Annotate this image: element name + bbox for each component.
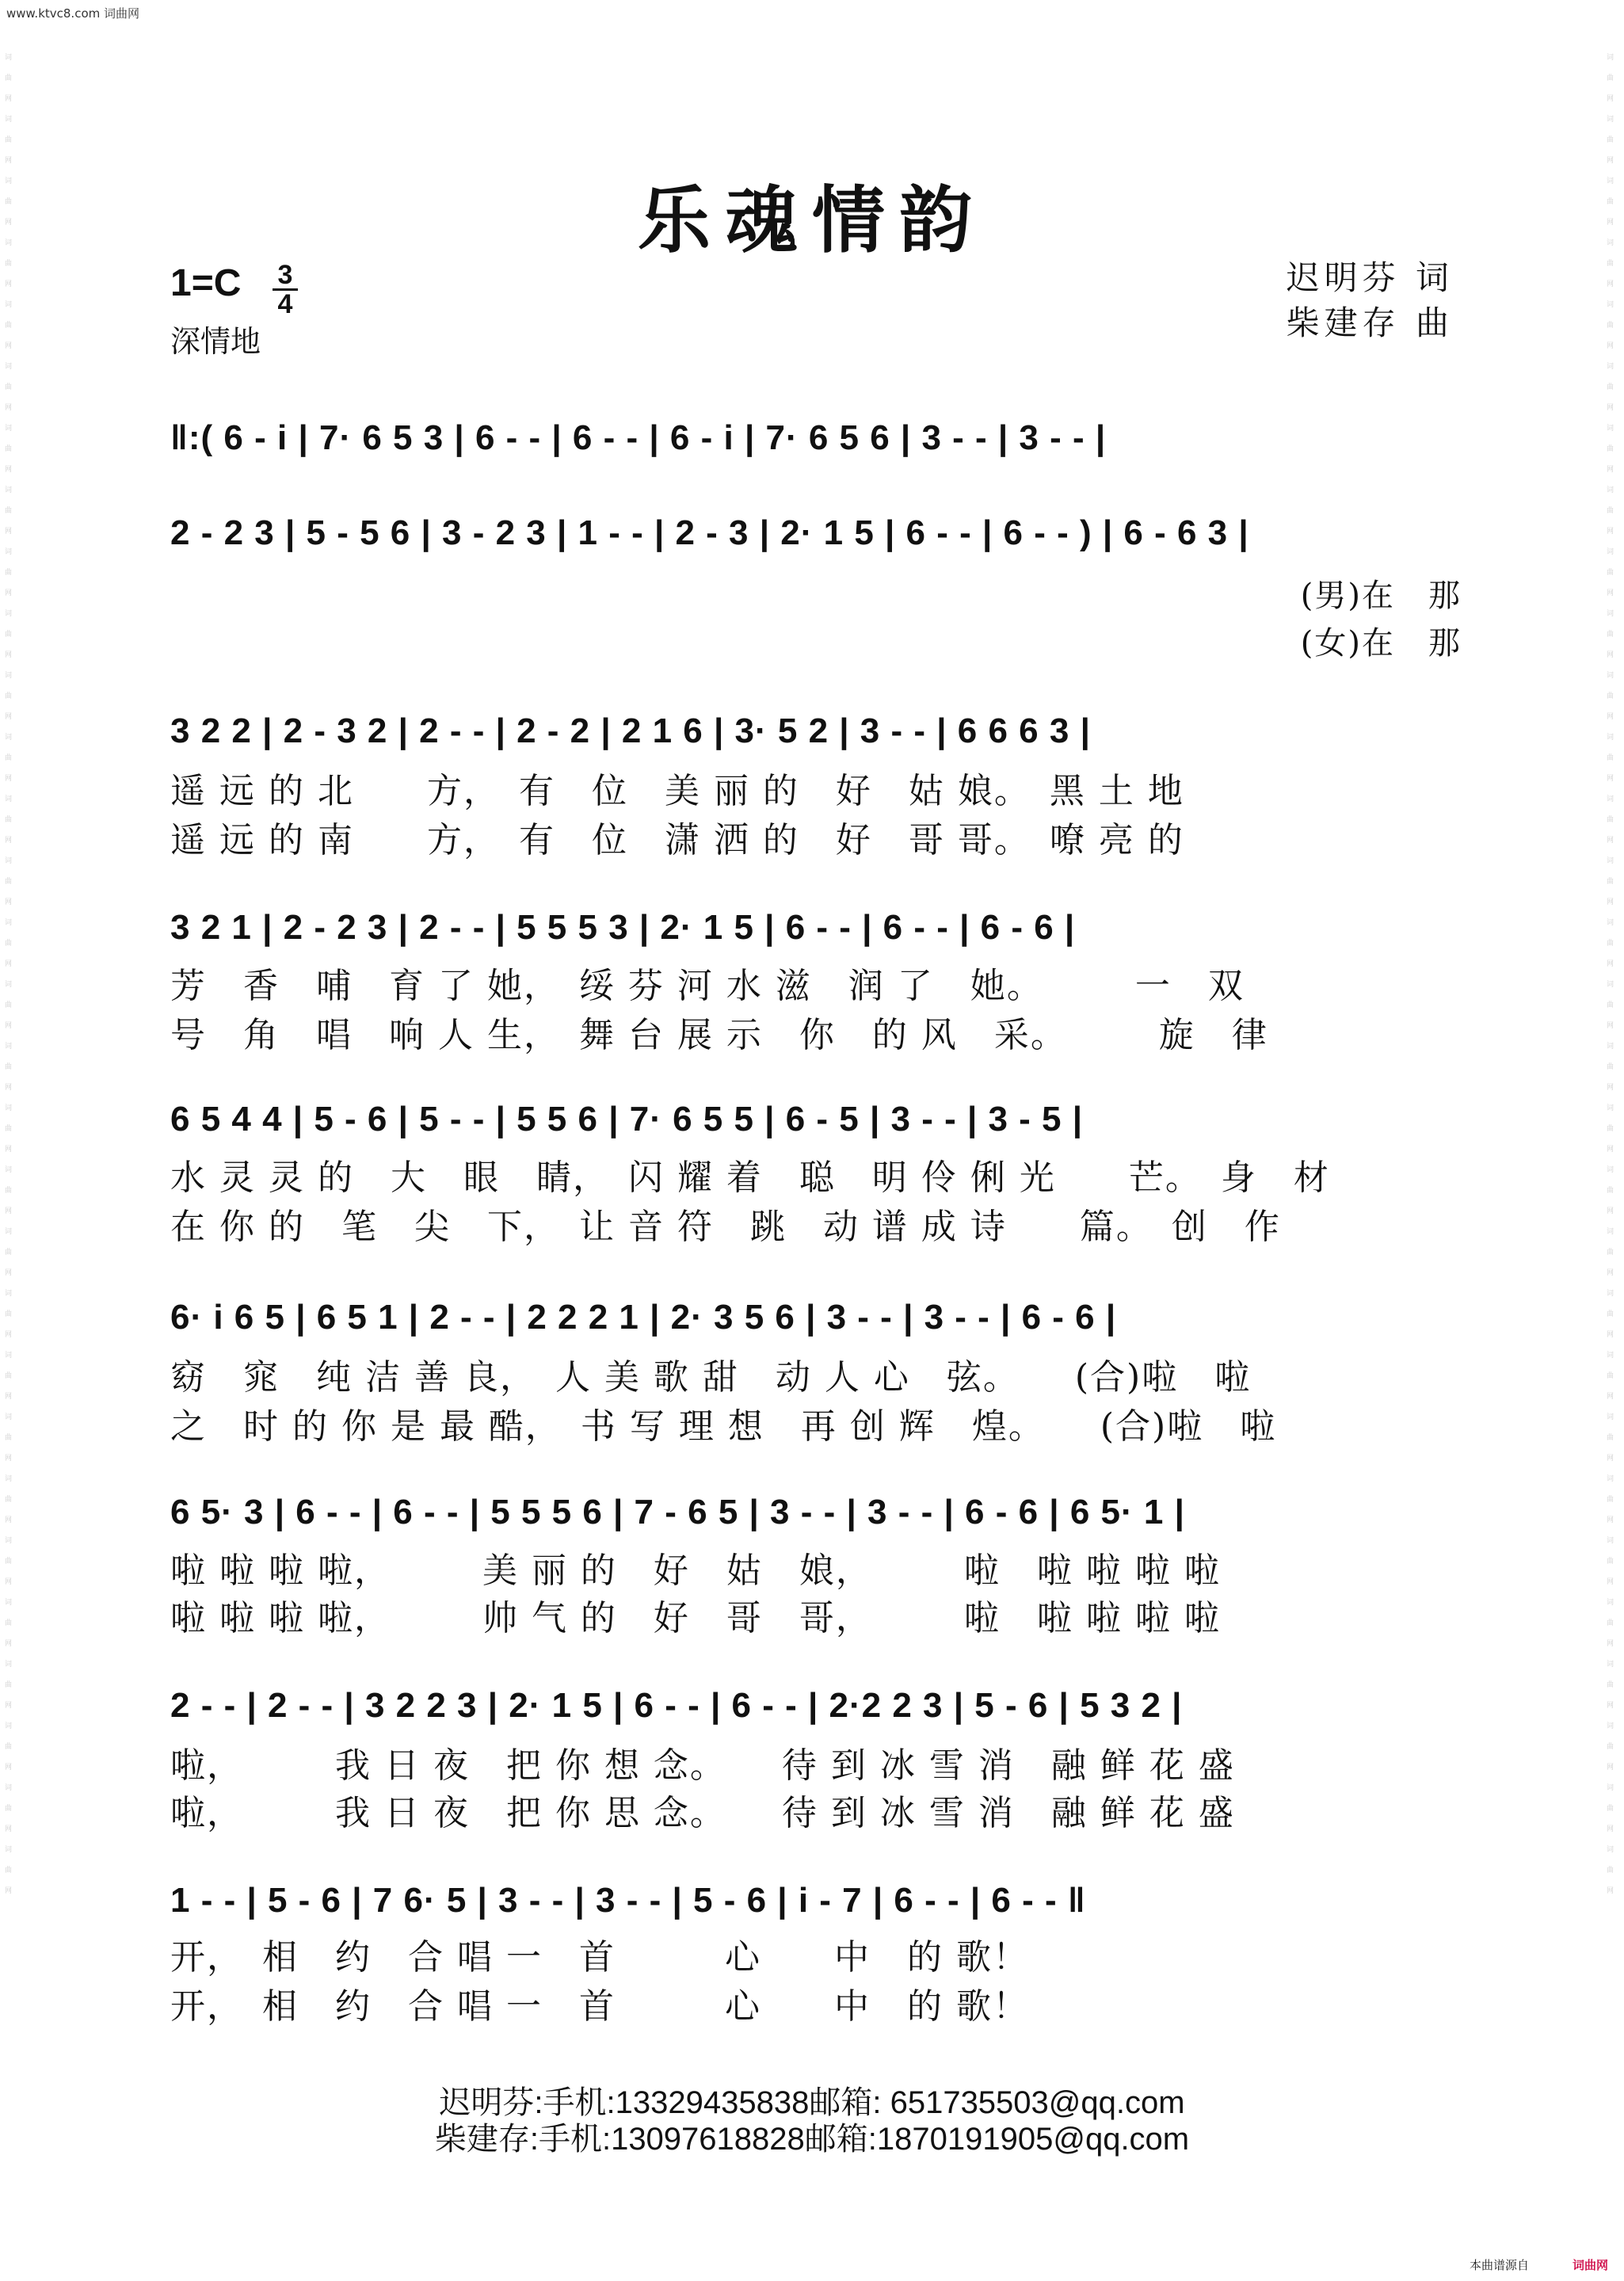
lyric-row-5-verse2: 在 你 的 笔 尖 下， 让 音 符 跳 动 谱 成 诗 篇。 创 作 (170, 1207, 1281, 1247)
lyricist-credit: 迟明芬 词 (1286, 258, 1454, 297)
notation-row-3: 3 2 2 | 2 - 3 2 | 2 - - | 2 - 2 | 2 1 6 | 3· 5 2 | 3 - - | 6 6 6 3 | (170, 711, 1091, 750)
lyric-row-9-verse2: 开， 相 约 合 唱 一 首 心 中 的 歌！ (170, 1986, 1029, 2027)
lyric-row-2-female: (女)在 那 (1300, 625, 1462, 662)
lyric-row-8-verse2: 啦， 我 日 夜 把 你 思 念。 待 到 冰 雪 消 融 鲜 花 盛 (170, 1793, 1235, 1833)
notation-row-7: 6 5· 3 | 6 - - | 6 - - | 5 5 5 6 | 7 - 6 5 | 3 - - | 3 - - | 6 - 6 | 6 5· 1 | (170, 1493, 1185, 1531)
lyric-row-6-verse1: 窈 窕 纯 洁 善 良， 人 美 歌 甜 动 人 心 弦。 (合)啦 啦 (170, 1357, 1252, 1398)
footer-source: 本曲谱源自 (1469, 2258, 1529, 2272)
notation-row-6: 6· i 6 5 | 6 5 1 | 2 - - | 2 2 2 1 | 2· 3 5 6 | 3 - - | 3 - - | 6 - 6 | (170, 1298, 1117, 1337)
contact-lyricist: 迟明芬:手机:13329435838邮箱: 651735503@qq.com (439, 2085, 1185, 2120)
notation-row-8: 2 - - | 2 - - | 3 2 2 3 | 2· 1 5 | 6 - - | 6 - - | 2·2 2 3 | 5 - 6 | 5 3 2 | (170, 1686, 1183, 1725)
notation-row-9: 1 - - | 5 - 6 | 7 6· 5 | 3 - - | 3 - - | 5 - 6 | i - 7 | 6 - - | 6 - - ‖ (170, 1881, 1086, 1920)
lyric-row-7-verse1: 啦 啦 啦 啦， 美 丽 的 好 姑 娘， 啦 啦 啦 啦 啦 (170, 1551, 1221, 1591)
lyric-row-4-verse1: 芳 香 哺 育 了 她， 绥 芬 河 水 滋 润 了 她。 一 双 (170, 966, 1245, 1006)
lyric-row-5-verse1: 水 灵 灵 的 大 眼 睛， 闪 耀 着 聪 明 伶 俐 光 芒。 身 材 (170, 1158, 1330, 1198)
time-signature (269, 261, 301, 318)
lyric-row-3-verse1: 遥 远 的 北 方， 有 位 美 丽 的 好 姑 娘。 黑 土 地 (170, 771, 1184, 811)
lyric-row-2-male: (男)在 那 (1300, 578, 1462, 614)
lyric-row-4-verse2: 号 角 唱 响 人 生， 舞 台 展 示 你 的 风 采。 旋 律 (170, 1015, 1268, 1055)
lyric-row-8-verse1: 啦， 我 日 夜 把 你 想 念。 待 到 冰 雪 消 融 鲜 花 盛 (170, 1745, 1235, 1786)
notation-row-1: ‖:( 6 - i | 7· 6 5 3 | 6 - - | 6 - - | 6 - i | 7· 6 5 6 | 3 - - | 3 - - | (170, 418, 1107, 457)
notation-row-4: 3 2 1 | 2 - 2 3 | 2 - - | 5 5 5 3 | 2· 1 5 | 6 - - | 6 - - | 6 - 6 | (170, 908, 1076, 947)
lyric-row-3-verse2: 遥 远 的 南 方， 有 位 潇 洒 的 好 哥 哥。 嘹 亮 的 (170, 820, 1184, 860)
time-signature-bottom: 4 (277, 289, 293, 319)
side-watermark-left: 词曲网词曲网词曲网词曲网词曲网词曲网词曲网词曲网词曲网词曲网词曲网词曲网词曲网词曲网词曲网词曲网词曲网词曲网词曲网词曲网词曲网词曲网词曲网词曲网词曲网词曲网词曲网词曲网词曲网词曲网 (5, 54, 13, 1895)
contact-composer: 柴建存:手机:13097618828邮箱:1870191905@qq.com (434, 2122, 1190, 2157)
song-title: 乐魂情韵 (637, 177, 986, 263)
notation-row-5: 6 5 4 4 | 5 - 6 | 5 - - | 5 5 6 | 7· 6 5 5 | 6 - 5 | 3 - - | 3 - 5 | (170, 1100, 1084, 1139)
composer-credit: 柴建存 曲 (1286, 303, 1454, 342)
lyric-row-6-verse2: 之 时 的 你 是 最 酷， 书 写 理 想 再 创 辉 煌。 (合)啦 啦 (170, 1406, 1277, 1447)
notation-row-2: 2 - 2 3 | 5 - 5 6 | 3 - 2 3 | 1 - - | 2 - 3 | 2· 1 5 | 6 - - | 6 - - ) | 6 - 6 3 | (170, 513, 1249, 552)
tempo-marking: 深情地 (170, 324, 261, 359)
lyric-row-9-verse1: 开， 相 约 合 唱 一 首 心 中 的 歌！ (170, 1937, 1029, 1978)
watermark: www.ktvc8.com 词曲网 (6, 6, 140, 21)
lyric-row-7-verse2: 啦 啦 啦 啦， 帅 气 的 好 哥 哥， 啦 啦 啦 啦 啦 (170, 1598, 1221, 1638)
footer-brand-logo: 词曲网 (1572, 2258, 1608, 2272)
time-signature-top: 3 (277, 260, 293, 290)
key-signature: 1=C (170, 262, 242, 304)
side-watermark-right: 词曲网词曲网词曲网词曲网词曲网词曲网词曲网词曲网词曲网词曲网词曲网词曲网词曲网词曲网词曲网词曲网词曲网词曲网词曲网词曲网词曲网词曲网词曲网词曲网词曲网词曲网词曲网词曲网词曲网词曲网 (1607, 54, 1614, 1895)
